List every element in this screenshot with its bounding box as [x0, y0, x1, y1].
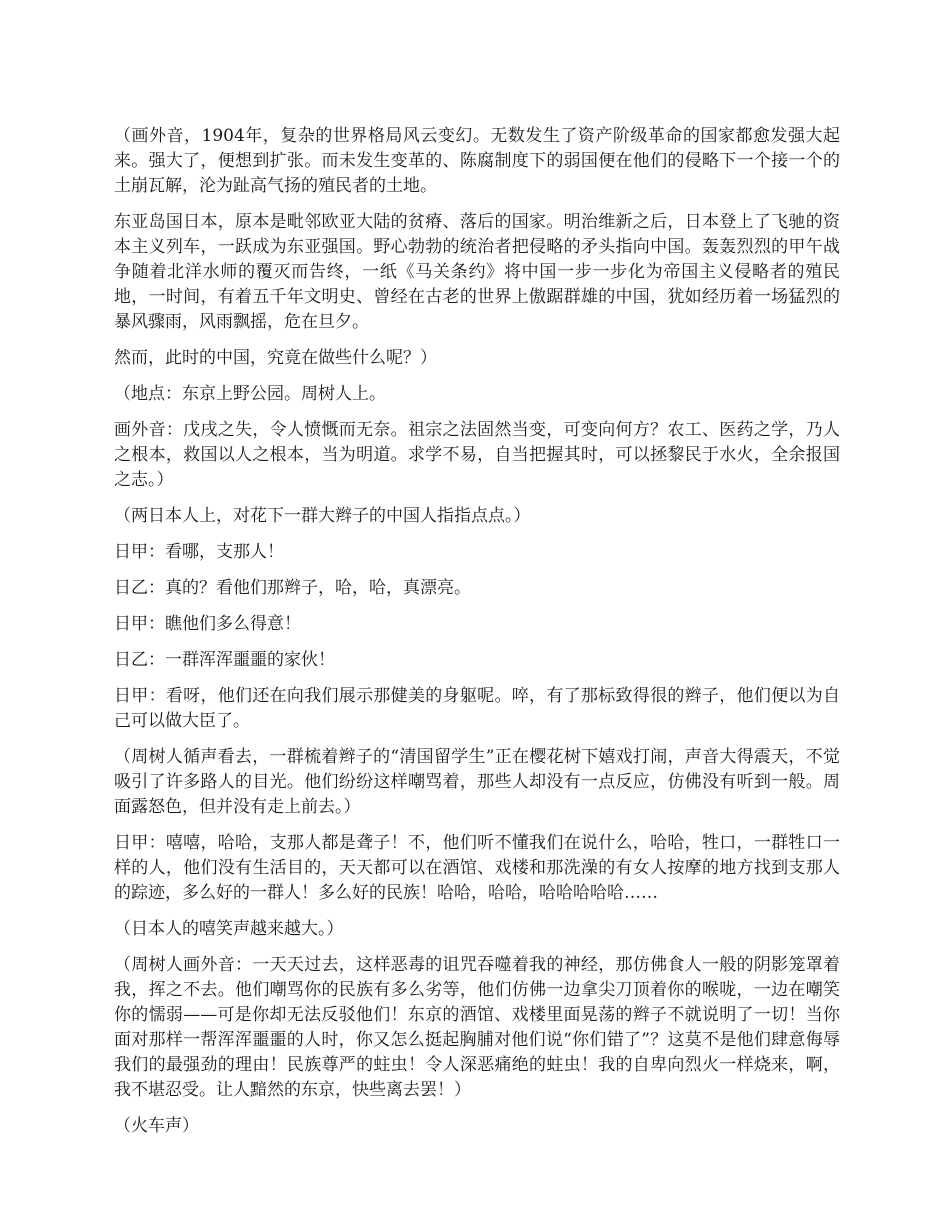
- paragraph: 然而，此时的中国，究竟在做些什么呢？）: [114, 348, 437, 368]
- dialogue-line: 日甲：嘻嘻，哈哈，支那人都是聋子！不，他们听不懂我们在说什么，哈哈，牲口，一群牲口一样的人，他们没有生活目的，天天都可以在酒馆、戏楼和那洗澡的有女人按摩的地方找到支那人的踪迹，多么好的一群人！多么好的民族！哈哈，哈哈，哈哈哈哈哈……: [114, 833, 840, 903]
- stage-direction: （日本人的嘻笑声越来越大。）: [114, 919, 344, 939]
- dialogue-line: 日乙：真的？看他们那辫子，哈，哈，真漂亮。: [114, 578, 471, 598]
- paragraph: （画外音，1904年，复杂的世界格局风云变幻。无数发生了资产阶级革命的国家都愈发强大起来。强大了，便想到扩张。而未发生变革的、陈腐制度下的弱国便在他们的侵略下一个接一个的土崩瓦解，沦为趾高气扬的殖民者的土地。: [114, 126, 840, 196]
- paragraph: （两日本人上，对花下一群大辫子的中国人指指点点。）: [114, 506, 531, 526]
- paragraph: 画外音：戊戌之失，令人愤慨而无奈。祖宗之法固然当变，可变向何方？农工、医药之学，乃人之根本，救国以人之根本，当为明道。求学不易，自当把握其时，可以拯黎民于水火，全余报国之志。）: [114, 420, 840, 490]
- paragraph: （地点：东京上野公园。周树人上。: [114, 384, 386, 404]
- document-page: [114, 124, 840, 1150]
- dialogue-line: 日甲：看哪，支那人！: [114, 542, 284, 562]
- dialogue-line: 日乙：一群浑浑噩噩的家伙！: [114, 650, 335, 670]
- dialogue-line: 日甲：瞧他们多么得意！: [114, 614, 301, 634]
- dialogue-line: 日甲：看呀，他们还在向我们展示那健美的身躯呢。啐，有了那标致得很的辫子，他们便以为自己可以做大臣了。: [114, 686, 840, 731]
- stage-direction: （周树人循声看去，一群梳着辫子的“清国留学生”正在樱花树下嬉戏打闹，声音大得震天，不觉吸引了许多路人的目光。他们纷纷这样嘲骂着，那些人却没有一点反应，仿佛没有听到一般。周面露怒色，但并没有走上前去。）: [114, 747, 840, 817]
- stage-direction: （火车声）: [114, 1116, 199, 1136]
- paragraph: （周树人画外音：一天天过去，这样恶毒的诅咒吞噬着我的神经，那仿佛食人一般的阴影笼罩着我，挥之不去。他们嘲骂你的民族有多么劣等，他们仿佛一边拿尖刀顶着你的喉咙，一边在嘲笑你的懦弱——可是你却无法反驳他们！东京的酒馆、戏楼里面晃荡的辫子不就说明了一切！当你面对那样一帮浑浑噩噩的人时，你又怎么挺起胸脯对他们说“你们错了”？这莫不是他们肆意侮辱我们的最强劲的理由！民族尊严的蛀虫！令人深恶痛绝的蛀虫！我的自卑向烈火一样烧来，啊，我不堪忍受。让人黯然的东京，快些离去罢！）: [114, 955, 840, 1100]
- paragraph: 东亚岛国日本，原本是毗邻欧亚大陆的贫瘠、落后的国家。明治维新之后，日本登上了飞驰的资本主义列车，一跃成为东亚强国。野心勃勃的统治者把侵略的矛头指向中国。轰轰烈烈的甲午战争随着北洋水师的覆灭而告终，一纸《马关条约》将中国一步一步化为帝国主义侵略者的殖民地，一时间，有着五千年文明史、曾经在古老的世界上傲踞群雄的中国，犹如经历着一场猛烈的暴风骤雨，风雨飘摇，危在旦夕。: [114, 212, 840, 332]
